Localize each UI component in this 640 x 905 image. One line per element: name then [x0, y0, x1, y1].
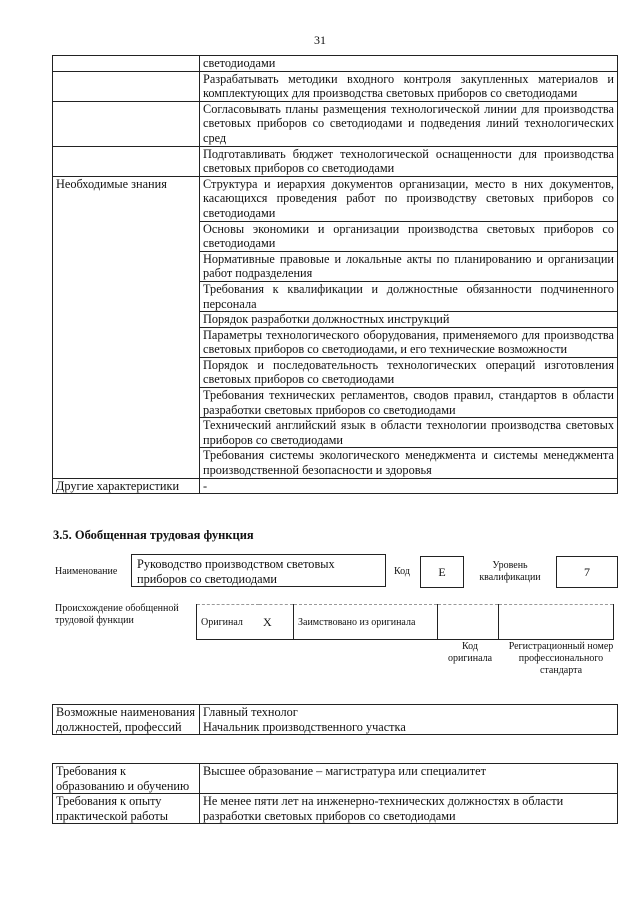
knowledge-label: Необходимые знания [53, 176, 200, 478]
original-label: Оригинал [197, 605, 260, 640]
table-row [53, 146, 618, 176]
education-value: Высшее образование – магистратура или специалитет [200, 764, 618, 794]
experience-value: Не менее пяти лет на инженерно-технических должностях в области разработки световых приборов со светодиодами [200, 794, 618, 824]
code-box: E [420, 556, 464, 588]
table-row [197, 605, 614, 640]
label-cell-empty [53, 101, 200, 146]
knowledge-cell: Порядок разработки должностных инструкций [200, 312, 618, 328]
skill-cell: Согласовывать планы размещения технологической линии для производства световых приборов со светодиодами и подведения линий технологических сред [200, 101, 618, 146]
page-number: 31 [314, 33, 326, 47]
reg-caption: Регистрационный номер профессионального стандарта [508, 641, 614, 676]
knowledge-cell: Требования системы экологического менеджмента и системы менеджмента производственной безопасности и здоровья [200, 448, 618, 478]
knowledge-cell: Структура и иерархия документов организации, место в них документов, касающихся проведения работ по производству световых приборов со светодиодами [200, 176, 618, 221]
origin-reg-cell [499, 605, 614, 640]
requirements-table [52, 763, 618, 824]
section-title: 3.5. Обобщенная трудовая функция [53, 528, 254, 542]
origin-table [196, 604, 614, 640]
label-cell-empty [53, 56, 200, 72]
borrowed-label: Заимствовано из оригинала [294, 605, 438, 640]
level-label: Уровень квалификации [479, 560, 541, 583]
knowledge-cell: Порядок и последовательность технологических операций изготовления световых приборов со светодиодами [200, 357, 618, 387]
code-label: Код [394, 566, 410, 577]
table-row [53, 56, 618, 72]
position-item: Начальник производственного участка [203, 719, 406, 734]
knowledge-cell: Параметры технологического оборудования, применяемого для производства световых приборов со светодиодами, и его технические возможности [200, 327, 618, 357]
knowledge-cell: Требования технических регламентов, сводов правил, стандартов в области разработки световых приборов со светодиодами [200, 388, 618, 418]
knowledge-cell: Требования к квалификации и должностные обязанности подчиненного персонала [200, 281, 618, 311]
skill-cell: Подготавливать бюджет технологической оснащенности для производства световых приборов со светодиодами [200, 146, 618, 176]
name-label: Наименование [55, 566, 118, 577]
table-row [53, 176, 618, 221]
position-item: Главный технолог [203, 705, 298, 719]
positions-table [52, 704, 618, 735]
level-box: 7 [556, 556, 618, 588]
table-row [53, 101, 618, 146]
knowledge-cell: Основы экономики и организации производства световых приборов со светодиодами [200, 221, 618, 251]
positions-values [200, 705, 618, 735]
table-row [53, 71, 618, 101]
label-cell-empty [53, 71, 200, 101]
label-cell-empty [53, 146, 200, 176]
origin-code-cell [438, 605, 499, 640]
skills-knowledge-table [52, 55, 618, 494]
code-caption: Код оригинала [447, 641, 493, 664]
skill-cell: светодиодами [200, 56, 618, 72]
table-row [53, 478, 618, 494]
function-name-box: Руководство производством световых приборов со светодиодами [131, 554, 386, 587]
table-row [53, 764, 618, 794]
knowledge-cell: Нормативные правовые и локальные акты по планированию и организации работ подразделения [200, 251, 618, 281]
table-row [53, 705, 618, 735]
education-label: Требования к образованию и обучению [53, 764, 200, 794]
origin-label: Происхождение обобщенной трудовой функции [55, 603, 179, 626]
table-row [53, 794, 618, 824]
other-value: - [200, 478, 618, 494]
skill-cell: Разрабатывать методики входного контроля закупленных материалов и комплектующих для производства световых приборов со светодиодами [200, 71, 618, 101]
experience-label: Требования к опыту практической работы [53, 794, 200, 824]
positions-label: Возможные наименования должностей, профессий [53, 705, 200, 735]
knowledge-cell: Технический английский язык в области технологии производства световых приборов со светодиодами [200, 418, 618, 448]
original-mark: X [259, 605, 294, 640]
other-label: Другие характеристики [53, 478, 200, 494]
